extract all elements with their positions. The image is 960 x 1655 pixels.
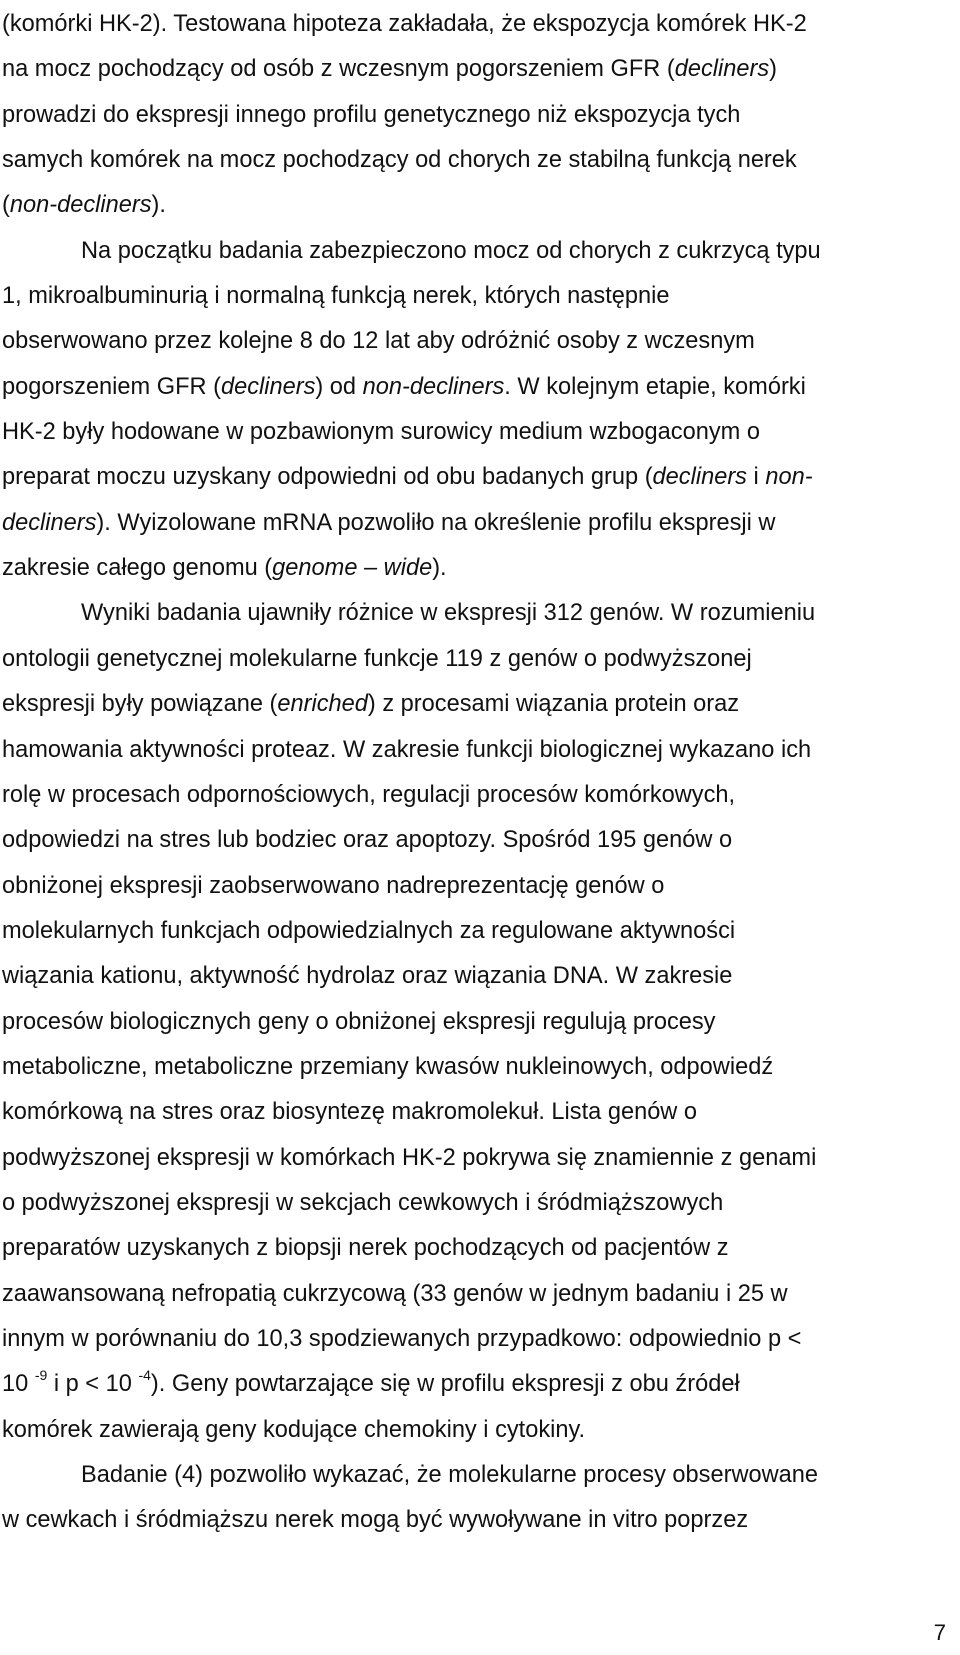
text-line: hamowania aktywności proteaz. W zakresie funkcji biologicznej wykazano ich: [2, 736, 812, 763]
text-line: decliners). Wyizolowane mRNA pozwoliło na określenie profilu ekspresji w: [2, 509, 776, 536]
italic-term: decliners: [652, 464, 747, 491]
italic-term: non-decliners: [9, 192, 152, 219]
text-line: innym w porównaniu do 10,3 spodziewanych przypadkowo: odpowiednio p <: [2, 1325, 802, 1352]
text-line: samych komórek na mocz pochodzący od chorych ze stabilną funkcją nerek: [2, 147, 797, 174]
text-line: zakresie całego genomu (genome – wide).: [2, 555, 447, 582]
text-line: 1, mikroalbuminurią i normalną funkcją nerek, których następnie: [2, 283, 670, 310]
text-line: prowadzi do ekspresji innego profilu genetycznego niż ekspozycja tych: [2, 101, 741, 128]
text-line: procesów biologicznych geny o obniżonej ekspresji regulują procesy: [2, 1008, 716, 1035]
paragraph-start-line: Wyniki badania ujawniły różnice w ekspresji 312 genów. W rozumieniu: [81, 600, 816, 627]
italic-term: non-: [765, 464, 813, 491]
text-line: metaboliczne, metaboliczne przemiany kwasów nukleinowych, odpowiedź: [2, 1053, 774, 1080]
text-line: obserwowano przez kolejne 8 do 12 lat aby odróżnić osoby z wczesnym: [2, 328, 755, 355]
text-line: preparat moczu uzyskany odpowiedni od obu badanych grup (decliners i non-: [2, 464, 813, 491]
page-number: 7: [933, 1620, 946, 1645]
paragraph-start-line: Na początku badania zabezpieczono mocz od chorych z cukrzycą typu: [81, 237, 821, 264]
body-text: [2, 2, 902, 1544]
text-line: komórek zawierają geny kodujące chemokiny i cytokiny.: [2, 1416, 586, 1443]
text-line: w cewkach i śródmiąższu nerek mogą być wywoływane in vitro poprzez: [2, 1507, 749, 1534]
italic-term: decliners: [2, 509, 97, 536]
text-line: odpowiedzi na stres lub bodziec oraz apoptozy. Spośród 195 genów o: [2, 827, 733, 854]
italic-term: decliners: [220, 373, 316, 400]
italic-term: decliners: [674, 56, 770, 83]
text-line: komórkową na stres oraz biosyntezę makromolekuł. Lista genów o: [2, 1099, 698, 1126]
italic-term: non-decliners: [362, 373, 505, 400]
text-line: (komórki HK-2). Testowana hipoteza zakładała, że ekspozycja komórek HK-2: [2, 11, 807, 37]
italic-term: enriched: [277, 691, 368, 718]
text-line: rolę w procesach odpornościowych, regulacji procesów komórkowych,: [2, 781, 736, 808]
text-line: podwyższonej ekspresji w komórkach HK-2 pokrywa się znamiennie z genami: [2, 1144, 817, 1171]
italic-term: genome – wide: [272, 555, 433, 582]
text-line: pogorszeniem GFR (decliners) od non-decliners. W kolejnym etapie, komórki: [2, 373, 806, 400]
text-line: preparatów uzyskanych z biopsji nerek pochodzących od pacjentów z: [2, 1235, 729, 1262]
text-line: wiązania kationu, aktywność hydrolaz oraz wiązania DNA. W zakresie: [2, 963, 733, 990]
text-line: ontologii genetycznej molekularne funkcje 119 z genów o podwyższonej: [2, 645, 752, 672]
text-line: ekspresji były powiązane (enriched) z procesami wiązania protein oraz: [2, 691, 740, 718]
text-line: o podwyższonej ekspresji w sekcjach cewkowych i śródmiąższowych: [2, 1189, 724, 1216]
exponent: -4: [138, 1367, 151, 1384]
text-line: na mocz pochodzący od osób z wczesnym pogorszeniem GFR (decliners): [2, 56, 777, 83]
text-line: molekularnych funkcjach odpowiedzialnych za regulowane aktywności: [2, 917, 736, 944]
text-line: zaawansowaną nefropatią cukrzycową (33 genów w jednym badaniu i 25 w: [2, 1280, 788, 1307]
text-line: (non-decliners).: [2, 192, 166, 219]
exponent: -9: [34, 1367, 48, 1384]
text-line: HK-2 były hodowane w pozbawionym surowicy medium wzbogaconym o: [2, 419, 760, 446]
paragraph-start-line: Badanie (4) pozwoliło wykazać, że molekularne procesy obserwowane: [81, 1462, 819, 1488]
text-line: 10 $^{-9}$ i p < 10 $^{-4}$). Geny powtarzające się w profilu ekspresji z obu źródeł: [2, 1367, 740, 1398]
text-line: obniżonej ekspresji zaobserwowano nadreprezentację genów o: [2, 872, 665, 899]
